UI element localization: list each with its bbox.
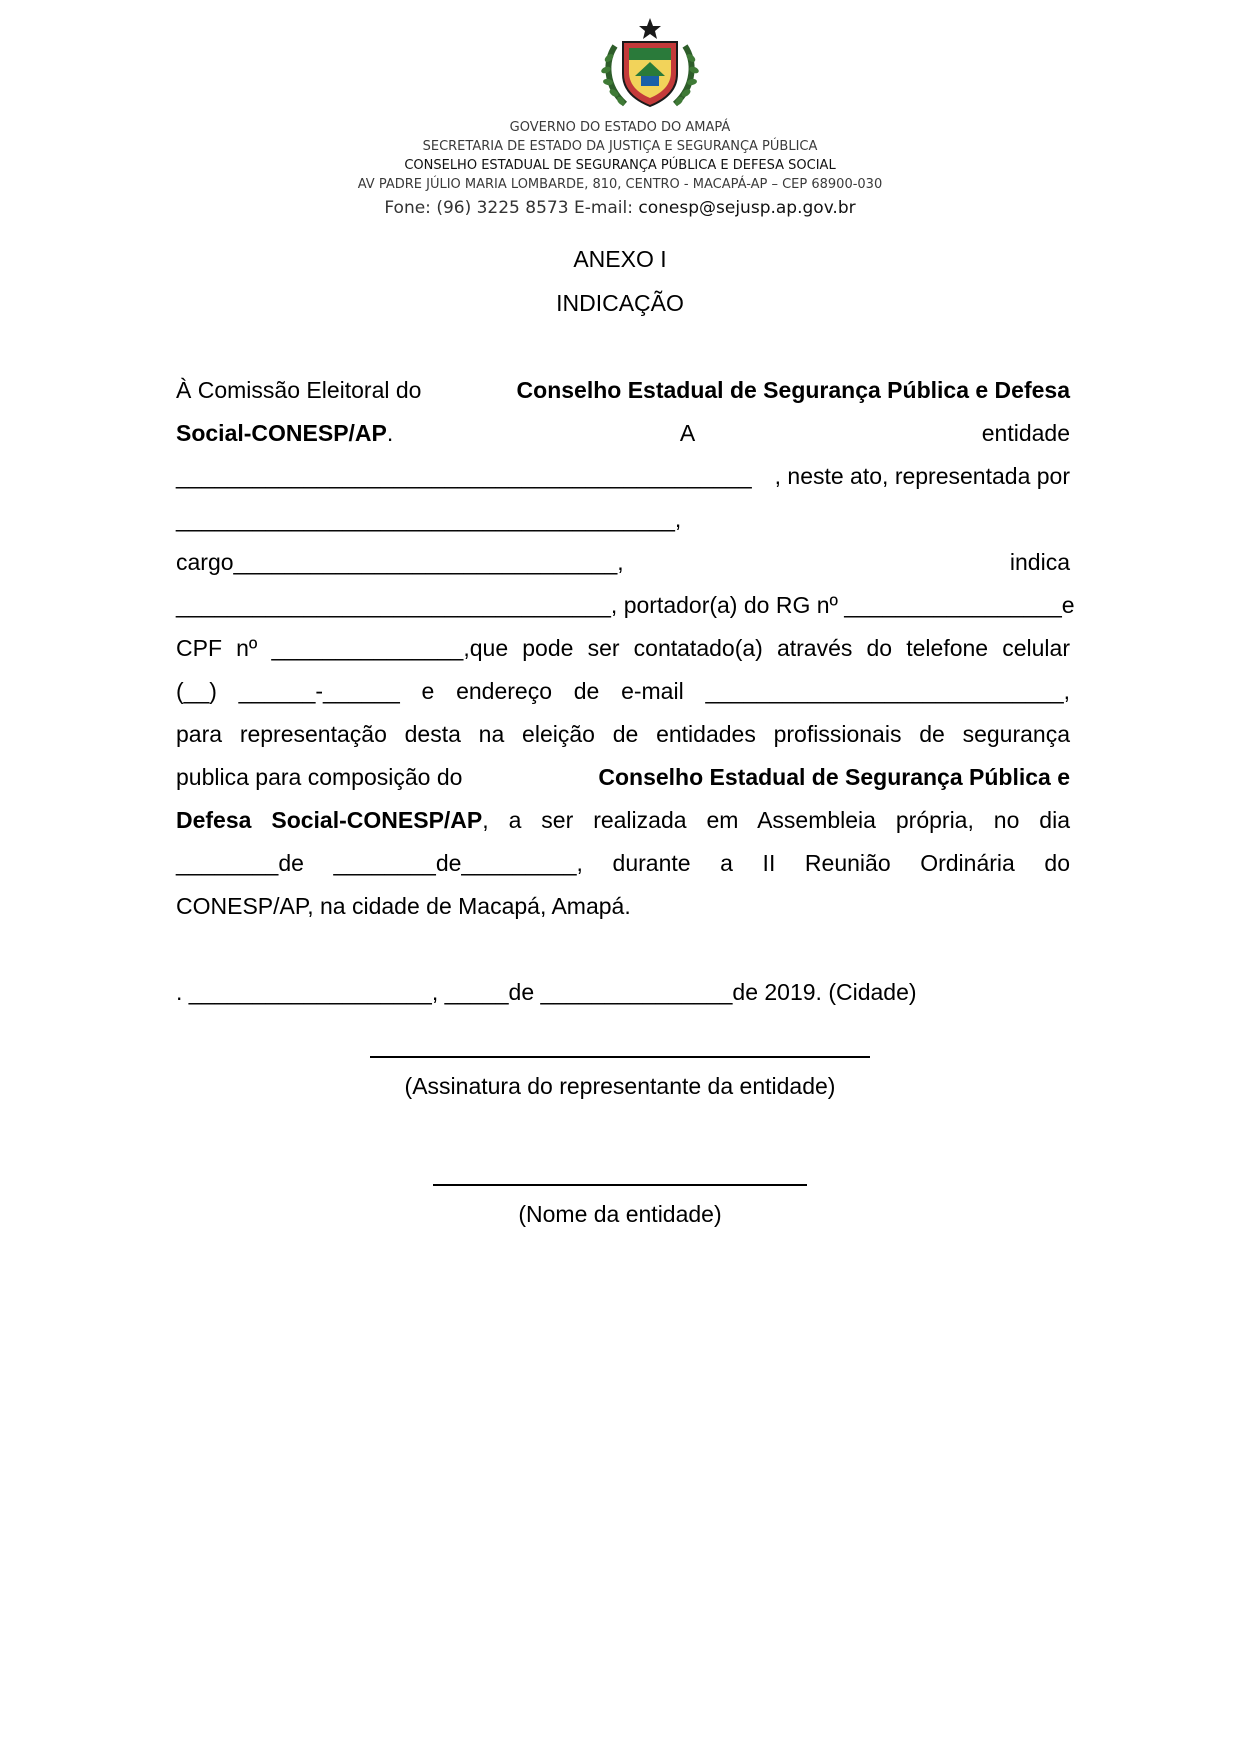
form-line-3 bbox=[176, 459, 1070, 502]
text-council-name-3: Defesa Social-CONESP/AP bbox=[176, 807, 483, 833]
blank-position[interactable]: cargo______________________________, bbox=[176, 549, 624, 575]
form-line-9 bbox=[176, 717, 1070, 760]
text-composition: publica para composição do bbox=[176, 764, 469, 790]
text-represented-by: , neste ato, representada por bbox=[774, 463, 1070, 489]
letterhead-contact bbox=[0, 196, 1240, 220]
form-line-4 bbox=[176, 502, 1070, 545]
blank-entity-name[interactable]: _____________________________________________ bbox=[176, 463, 752, 489]
letterhead-address: AV PADRE JÚLIO MARIA LOMBARDE, 810, CENTRO - MACAPÁ-AP – CEP 68900-030 bbox=[357, 177, 883, 192]
spacer bbox=[176, 932, 1070, 975]
entity-name-line[interactable] bbox=[433, 1184, 807, 1186]
text-representation: para representação desta na eleição de entidades profissionais de segurança bbox=[176, 721, 1070, 747]
letterhead bbox=[0, 118, 1240, 220]
text-commission: À Comissão Eleitoral do bbox=[176, 377, 428, 403]
text-council-acronym-group bbox=[176, 416, 393, 450]
document-subtitle: INDICAÇÃO bbox=[556, 290, 684, 316]
signature-line[interactable] bbox=[370, 1056, 870, 1058]
entity-name-label: (Nome da entidade) bbox=[518, 1201, 722, 1227]
text-council-acronym: Social-CONESP/AP bbox=[176, 420, 387, 446]
form-line-11 bbox=[176, 803, 1070, 846]
letterhead-government: GOVERNO DO ESTADO DO AMAPÁ bbox=[509, 120, 731, 135]
document-title: ANEXO I bbox=[573, 246, 667, 272]
blank-representative-name[interactable]: _______________________________________, bbox=[176, 506, 682, 532]
text-city: CONESP/AP, na cidade de Macapá, Amapá. bbox=[176, 893, 631, 919]
blank-nominee-and-rg[interactable]: __________________________________, portador(a) do RG nº _________________ bbox=[176, 592, 1062, 618]
document-titles bbox=[0, 244, 1240, 318]
signature-block bbox=[0, 1056, 1240, 1102]
text-assembly: , a ser realizada em Assembleia própria, no dia bbox=[482, 807, 1071, 833]
text-council-name-2: Conselho Estadual de Segurança Pública e bbox=[598, 764, 1070, 790]
entity-name-block bbox=[0, 1184, 1240, 1230]
text-a: A bbox=[679, 420, 696, 446]
contact-phone: Fone: (96) 3225 8573 E-mail: bbox=[384, 198, 639, 218]
letterhead-secretariat: SECRETARIA DE ESTADO DA JUSTIÇA E SEGURANÇA PÚBLICA bbox=[422, 139, 818, 154]
date-line bbox=[176, 975, 1070, 1018]
blank-phone-email[interactable]: (__) ______-______ e endereço de e-mail ____________________________, bbox=[176, 678, 1070, 704]
form-line-6 bbox=[176, 588, 1075, 631]
text-period: . bbox=[386, 420, 394, 446]
text-council-name: Conselho Estadual de Segurança Pública e Defesa bbox=[516, 377, 1070, 403]
blank-meeting-date[interactable]: ________de ________de_________, durante a II Reunião Ordinária do bbox=[176, 850, 1070, 876]
form-line-12 bbox=[176, 846, 1070, 889]
form-line-7 bbox=[176, 631, 1070, 674]
text-indicates: indica bbox=[1009, 549, 1070, 575]
state-coat-of-arms bbox=[595, 16, 705, 112]
blank-place-and-date[interactable]: . ___________________, _____de _______________de 2019. (Cidade) bbox=[176, 979, 917, 1005]
form-line-10 bbox=[176, 760, 1070, 803]
blank-cpf[interactable]: CPF nº _______________,que pode ser contatado(a) através do telefone celular bbox=[176, 635, 1070, 661]
text-entity: entidade bbox=[981, 420, 1070, 446]
nomination-form-body bbox=[176, 373, 1075, 1018]
letterhead-council: CONSELHO ESTADUAL DE SEGURANÇA PÚBLICA E DEFESA SOCIAL bbox=[404, 158, 836, 173]
form-line-5 bbox=[176, 545, 1070, 588]
contact-email: conesp@sejusp.ap.gov.br bbox=[638, 198, 856, 218]
form-line-2 bbox=[176, 416, 1070, 459]
form-line-8 bbox=[176, 674, 1070, 717]
text-and: e bbox=[1061, 592, 1075, 618]
signature-label: (Assinatura do representante da entidade) bbox=[404, 1073, 836, 1099]
form-line-13 bbox=[176, 889, 1070, 932]
form-line-1 bbox=[176, 373, 1070, 416]
